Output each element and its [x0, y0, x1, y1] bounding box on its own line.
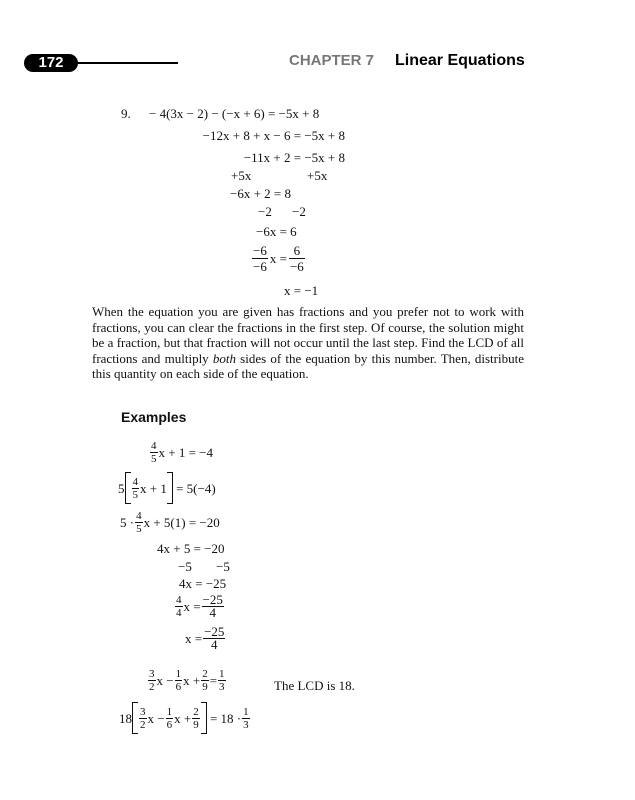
fraction-denominator: 6	[166, 718, 173, 731]
problem9-division-line	[250, 243, 307, 274]
problem9-line-3: −11x + 2 = −5x + 8	[243, 150, 345, 165]
fraction-denominator: 9	[193, 718, 199, 731]
fraction-numerator: 2	[193, 705, 199, 718]
example1-line-3	[120, 510, 220, 535]
equation-text: = 18 ·	[209, 710, 242, 726]
right-bracket	[201, 702, 207, 734]
fraction-denominator: 5	[136, 523, 142, 535]
division-middle: x =	[269, 251, 287, 266]
fraction-numerator: −25	[204, 624, 225, 639]
example1-line-7	[185, 626, 226, 651]
lcd-note: The LCD is 18.	[274, 678, 355, 693]
fraction-numerator: −25	[202, 592, 223, 607]
fraction-numerator: 1	[243, 705, 249, 718]
left-bracket	[132, 702, 138, 734]
fraction-denominator: 3	[243, 718, 249, 731]
example1-line-6	[174, 594, 225, 619]
equation-text: x +	[174, 710, 192, 726]
fraction-numerator: 6	[293, 243, 301, 258]
examples-heading: Examples	[121, 409, 187, 425]
paragraph-emphasis: both	[212, 350, 236, 366]
example1-line-2	[118, 472, 216, 504]
example1-line-1	[149, 440, 213, 465]
equation-text: x =	[183, 599, 201, 614]
fraction-denominator: 5	[132, 488, 138, 501]
fraction-denominator: 4	[203, 638, 225, 651]
chapter-title: Linear Equations	[395, 52, 525, 69]
problem9-line-4: −6x + 2 = 8	[230, 186, 291, 201]
fraction-numerator: 3	[140, 705, 146, 718]
example1-sub-left: −5	[178, 559, 192, 574]
problem9-add-left: +5x	[231, 168, 252, 183]
fraction-denominator: 9	[202, 681, 208, 693]
equation-text: 5 ·	[120, 515, 135, 530]
problem9-solution: x = −1	[284, 283, 319, 298]
fraction-denominator: 6	[175, 681, 182, 693]
equation-text: x +	[183, 673, 201, 688]
chapter-label: CHAPTER 7	[289, 52, 375, 69]
right-bracket	[167, 472, 173, 504]
equation-text: 18	[119, 710, 132, 726]
fraction-denominator: 4	[202, 606, 224, 619]
explanation-paragraph	[92, 304, 524, 382]
example2-line-1	[147, 668, 227, 693]
problem9-line-2: −12x + 8 + x − 6 = −5x + 8	[202, 128, 345, 143]
problem9-line-5: −6x = 6	[256, 224, 297, 239]
fraction-numerator: 4	[151, 440, 157, 452]
example1-line-4: 4x + 5 = −20	[157, 541, 225, 556]
fraction-numerator: 1	[166, 705, 173, 718]
fraction-denominator: −6	[289, 259, 304, 274]
equation-text: 5	[118, 480, 125, 496]
fraction-numerator: 4	[136, 510, 142, 522]
header-rule	[72, 62, 178, 64]
equation-text: x =	[185, 631, 203, 646]
problem9-sub-left: −2	[258, 204, 272, 219]
fraction-numerator: 4	[132, 475, 138, 488]
fraction-numerator: −6	[253, 243, 267, 258]
equation-text: =	[209, 673, 218, 688]
equation-text: = 5(−4)	[176, 480, 216, 496]
paragraph-text: When the equation you are given has fractions and you prefer not to work with fractions, you can clear the fractions in the first step. Of course, the solution might be a fraction, but that fraction will not occur until the last step. Find the LCD of all fractions and multiply	[92, 304, 524, 366]
equation-text: x −	[156, 673, 174, 688]
left-bracket	[125, 472, 131, 504]
fraction-numerator: 1	[219, 668, 225, 680]
equation-text: x + 1	[140, 480, 167, 496]
problem-number: 9.	[121, 106, 131, 121]
equation-text: x −	[147, 710, 165, 726]
fraction-denominator: 2	[140, 718, 146, 731]
page-number-badge: 172	[24, 54, 78, 72]
paragraph-text-end: sides of the equation by this number. Then, distribute this quantity on each side of the equation.	[92, 350, 524, 382]
problem9-sub-right: −2	[292, 204, 306, 219]
fraction-denominator: 3	[219, 681, 225, 693]
example1-sub-right: −5	[216, 559, 230, 574]
fraction-denominator: 2	[149, 681, 155, 693]
fraction-numerator: 3	[149, 668, 155, 680]
example1-line-5: 4x = −25	[179, 576, 227, 591]
example2-line-2	[119, 702, 251, 734]
fraction-denominator: 5	[151, 453, 157, 465]
problem9-add-right: +5x	[307, 168, 328, 183]
fraction-numerator: 2	[202, 668, 208, 680]
fraction-denominator: −6	[253, 259, 267, 274]
equation-text: x + 1 = −4	[158, 445, 213, 460]
fraction-numerator: 1	[175, 668, 182, 680]
equation-text: x + 5(1) = −20	[143, 515, 220, 530]
problem9-line-1: − 4(3x − 2) − (−x + 6) = −5x + 8	[149, 106, 320, 121]
fraction-denominator: 4	[176, 607, 182, 619]
fraction-numerator: 4	[176, 594, 182, 606]
